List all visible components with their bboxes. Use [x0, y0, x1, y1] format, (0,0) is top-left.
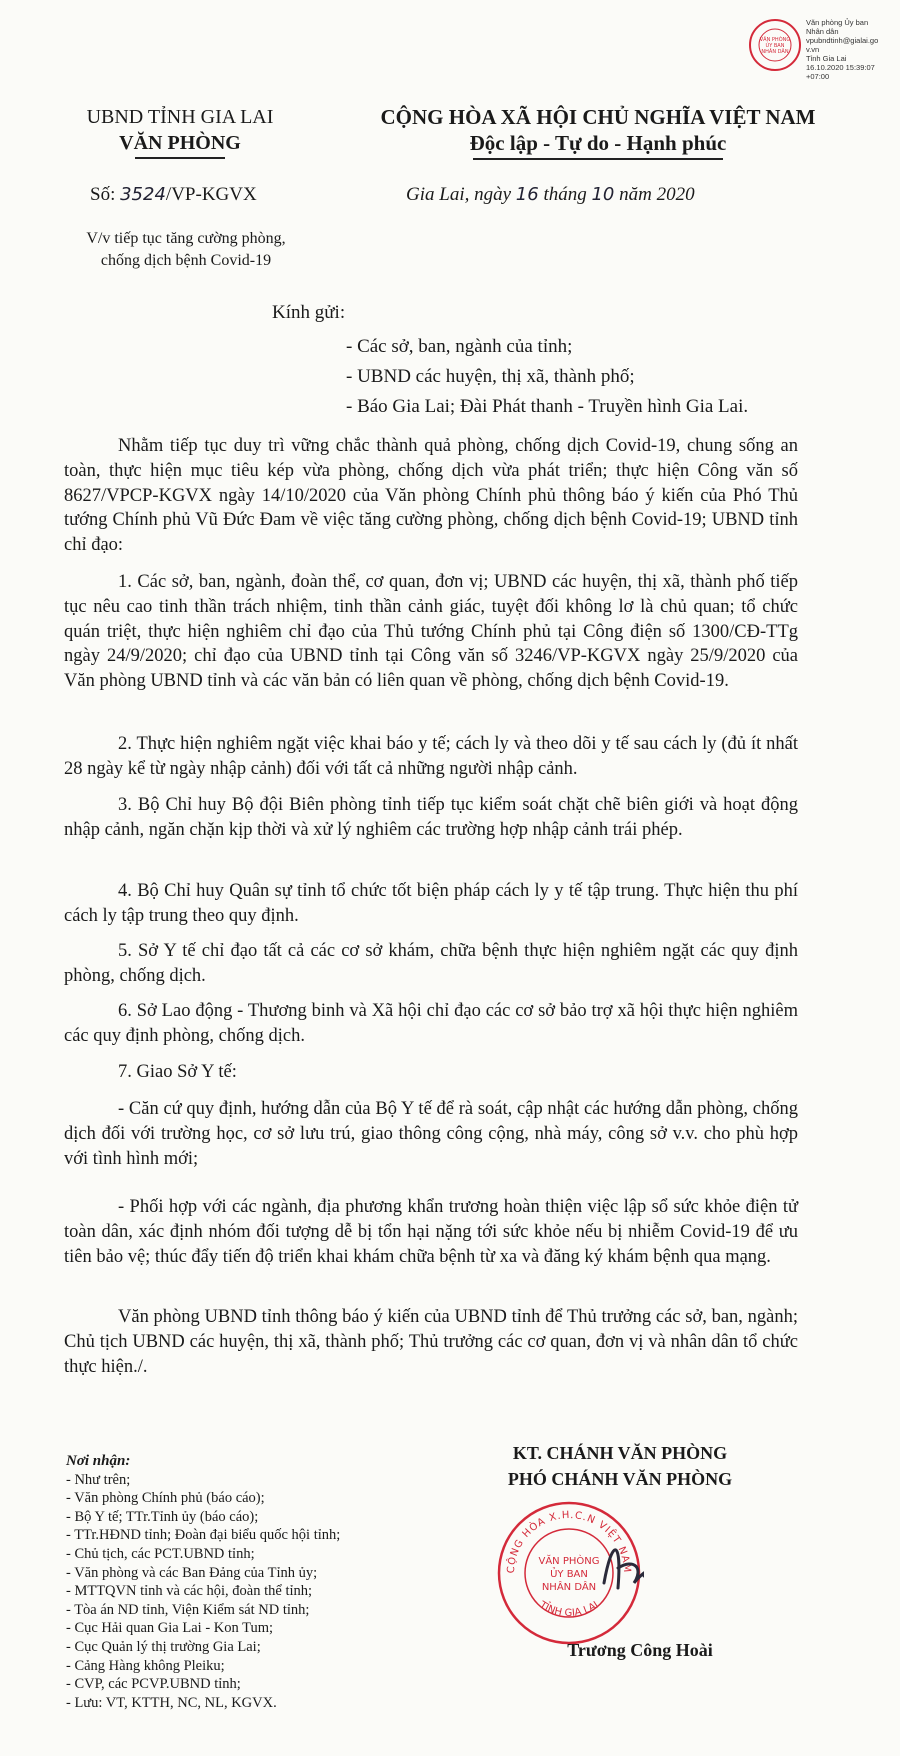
distribution-item: - Cục Quản lý thị trường Gia Lai; — [66, 1638, 261, 1655]
motto-country: CỘNG HÒA XÃ HỘI CHỦ NGHĨA VIỆT NAM — [380, 105, 816, 129]
recipient-item: - UBND các huyện, thị xã, thành phố; — [346, 366, 635, 387]
distribution-item: - Lưu: VT, KTTH, NC, NL, KGVX. — [66, 1694, 277, 1711]
national-motto — [318, 104, 878, 160]
paragraph-7: 7. Giao Sở Y tế: — [118, 1062, 237, 1082]
org-name: UBND TỈNH GIA LAI — [86, 106, 274, 128]
paragraph-intro: Nhằm tiếp tục duy trì vững chắc thành quả phòng, chống dịch Covid-19, chung sống an toàn, thực hiện mục tiêu kép vừa phòng, chống dịch vừa phát triển; thực hiện Công văn số 8627/VPCP-KGVX ngày 14/10/2020 của Văn phòng Chính phủ thông báo ý kiến của Phó Thủ tướng Chính phủ Vũ Đức Đam về việc tăng cường phòng, chống dịch bệnh Covid-19; UBND tỉnh chỉ đạo: — [64, 436, 798, 556]
sig-line: Tỉnh Gia Lai — [806, 54, 847, 63]
subject-line-2: chống dịch bệnh Covid-19 — [100, 252, 272, 269]
sig-line: vpubndtinh@gialai.go — [806, 36, 879, 45]
motto-slogan: Độc lập - Tự do - Hạnh phúc — [469, 131, 727, 155]
signer-name: Trương Công Hoài — [567, 1640, 713, 1660]
official-seal — [494, 1498, 644, 1648]
number-suffix: /VP-KGVX — [165, 184, 257, 205]
sig-stamp-line-3: NHÂN DÂN — [761, 49, 789, 55]
office-name: VĂN PHÒNG — [119, 132, 241, 154]
sig-line: 16.10.2020 15:39:07 — [806, 63, 875, 72]
paragraph-3: 3. Bộ Chỉ huy Bộ đội Biên phòng tỉnh tiếp tục kiểm soát chặt chẽ biên giới và hoạt động nhập cảnh, ngăn chặn kịp thời và xử lý nghiêm các trường hợp nhập cảnh trái phép. — [64, 795, 798, 840]
distribution-item: - CVP, các PCVP.UBND tỉnh; — [66, 1676, 241, 1693]
recipient-item: - Báo Gia Lai; Đài Phát thanh - Truyền hình Gia Lai. — [346, 396, 749, 417]
distribution-item: - Văn phòng Chính phủ (báo cáo); — [66, 1490, 265, 1507]
number-handwritten: 3524 — [120, 184, 166, 205]
digital-signature-info — [806, 18, 898, 81]
sig-line: +07:00 — [806, 72, 830, 81]
paragraph-4: 4. Bộ Chỉ huy Quân sự tỉnh tổ chức tốt biện pháp cách ly y tế tập trung. Thực hiện thu phí cách ly tập trung theo quy định. — [64, 881, 798, 926]
distribution-item: - Bộ Y tế; TTr.Tỉnh ủy (báo cáo); — [66, 1508, 259, 1525]
distribution-item: - Như trên; — [66, 1471, 131, 1488]
signature-title — [460, 1440, 780, 1492]
sig-line: v.vn — [806, 45, 820, 54]
distribution-title: Nơi nhận: — [66, 1453, 131, 1469]
date-part-1: Gia Lai, ngày — [406, 184, 512, 205]
document-date — [406, 184, 695, 206]
distribution-item: - MTTQVN tỉnh và các hội, đoàn thể tỉnh; — [66, 1583, 313, 1600]
seal-center-line-2: ỦY BAN — [550, 1569, 588, 1580]
seal-ring-text: CỘNG HÒA X.H.C.N VIỆT NAM — [505, 1509, 633, 1574]
distribution-item: - Cục Hải quan Gia Lai - Kon Tum; — [66, 1620, 274, 1637]
date-day: 16 — [515, 184, 539, 205]
distribution-item: - Văn phòng và các Ban Đảng của Tỉnh ủy; — [66, 1564, 318, 1581]
recipients-intro: Kính gửi: — [272, 302, 346, 323]
paragraph-1: 1. Các sở, ban, ngành, đoàn thể, cơ quan, đơn vị; UBND các huyện, thị xã, thành phố tiếp tục nêu cao tinh thần trách nhiệm, tinh thần cảnh giác, tuyệt đối không lơ là chủ quan; tổ chức quán triệt, thực hiện nghiêm chỉ đạo của Thủ tướng Chính phủ tại Công điện số 1300/CĐ-TTg ngày 24/9/2020; chỉ đạo của UBND tỉnh tại Công văn số 3246/VP-KGVX ngày 25/9/2020 của Văn phòng UBND tỉnh và các văn bản có liên quan về phòng, chống dịch bệnh Covid-19. — [64, 572, 798, 692]
sig-line: Nhân dân — [806, 27, 839, 36]
seal-center-line-3: NHÂN DÂN — [541, 1582, 597, 1593]
sig-stamp-line-2: ỦY BAN — [765, 43, 785, 49]
paragraph-5: 5. Sở Y tế chỉ đạo tất cả các cơ sở khám, chữa bệnh thực hiện nghiêm ngặt các quy định phòng, chống dịch. — [64, 941, 798, 986]
distribution-item: - Chủ tịch, các PCT.UBND tỉnh; — [66, 1545, 255, 1562]
distribution-item: - Tòa án ND tỉnh, Viện Kiểm sát ND tỉnh; — [66, 1601, 310, 1618]
subject-line-1: V/v tiếp tục tăng cường phòng, — [86, 230, 286, 247]
document-number — [90, 184, 257, 206]
header-left-underline — [135, 157, 225, 159]
document-subject — [66, 228, 306, 272]
digital-signature-seal — [748, 18, 802, 72]
svg-text:TỈNH GIA LAI — [537, 1599, 601, 1619]
recipient-item: - Các sở, ban, ngành của tỉnh; — [346, 336, 573, 357]
date-part-3: năm 2020 — [619, 184, 695, 205]
distribution-item: - Cảng Hàng không Pleiku; — [66, 1657, 225, 1674]
paragraph-closing: Văn phòng UBND tỉnh thông báo ý kiến của UBND tỉnh để Thủ trưởng các sở, ban, ngành; Chủ tịch UBND các huyện, thị xã, thành phố; Thủ trưởng các cơ quan, đơn vị và nhân dân tổ chức thực hiện./. — [64, 1307, 798, 1377]
signature-title-line-2: PHÓ CHÁNH VĂN PHÒNG — [507, 1469, 733, 1489]
header-right-underline — [473, 158, 723, 160]
date-month: 10 — [591, 184, 615, 205]
distribution-list — [66, 1452, 446, 1712]
paragraph-7a: - Căn cứ quy định, hướng dẫn của Bộ Y tế để rà soát, cập nhật các hướng dẫn phòng, chống dịch đối với trường học, cơ sở lưu trú, giao thông công cộng, nhà máy, công sở v.v. cho phù hợp với tình hình mới; — [64, 1099, 798, 1169]
date-part-2: tháng — [543, 184, 587, 205]
issuing-organization — [60, 104, 300, 159]
number-prefix: Số: — [90, 184, 116, 205]
signature-title-line-1: KT. CHÁNH VĂN PHÒNG — [512, 1443, 728, 1463]
seal-bottom-text: TỈNH GIA LAI — [537, 1599, 601, 1619]
paragraph-7b: - Phối hợp với các ngành, địa phương khẩn trương hoàn thiện việc lập sổ sức khỏe điện tử toàn dân, xác định nhóm đối tượng dễ bị tổn hại nặng tới sức khỏe nếu bị nhiễm Covid-19 để ưu tiên bảo vệ; thúc đẩy tiến độ triển khai khám chữa bệnh từ xa và đăng ký khám bệnh qua mạng. — [64, 1197, 798, 1267]
recipients-list — [346, 332, 748, 422]
sig-stamp-line-1: VĂN PHÒNG — [759, 37, 791, 43]
sig-line: Văn phòng Ủy ban — [806, 18, 869, 27]
seal-center-line-1: VĂN PHÒNG — [538, 1556, 600, 1567]
distribution-item: - TTr.HĐND tỉnh; Đoàn đại biểu quốc hội tỉnh; — [66, 1527, 341, 1544]
paragraph-2: 2. Thực hiện nghiêm ngặt việc khai báo y tế; cách ly và theo dõi y tế sau cách ly (đủ ít nhất 28 ngày kể từ ngày nhập cảnh) đối với tất cả những người nhập cảnh. — [64, 734, 798, 779]
paragraph-6: 6. Sở Lao động - Thương binh và Xã hội chỉ đạo các cơ sở bảo trợ xã hội thực hiện nghiêm các quy định phòng, chống dịch. — [64, 1001, 798, 1046]
